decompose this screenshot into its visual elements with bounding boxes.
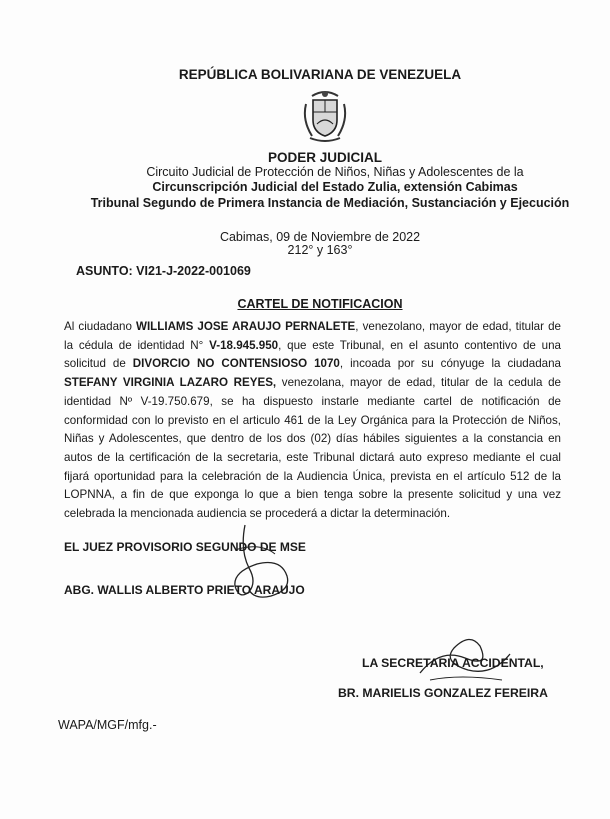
judge-name: ABG. WALLIS ALBERTO PRIETO ARAUJO [64, 583, 305, 597]
republic-heading: REPÚBLICA BOLIVARIANA DE VENEZUELA [178, 67, 462, 82]
respondent-name: WILLIAMS JOSE ARAUJO PERNALETE [136, 320, 356, 333]
secretary-role: LA SECRETARIA ACCIDENTAL, [362, 656, 544, 670]
judge-role: EL JUEZ PROVISORIO SEGUNDO DE MSE [64, 540, 306, 554]
applicant-name: STEFANY VIRGINIA LAZARO REYES, [64, 376, 277, 390]
circumscription-line: Circunscripción Judicial del Estado Zulia, extensión Cabimas [152, 180, 518, 194]
venezuela-coat-of-arms-icon [296, 86, 354, 146]
branch-heading: PODER JUDICIAL [267, 150, 382, 165]
respondent-id: V-18.945.950 [209, 338, 279, 352]
body-text-segment: Al ciudadano [64, 320, 137, 333]
body-text-segment: , venezolano, mayor de edad, titular de la cédula de identidad N° [64, 320, 561, 352]
body-text-segment: venezolana, mayor de edad, titular de la cedula de identidad Nº V-19.750.679, se ha dispuesto instarle mediante cartel de notificación de conformidad con lo previsto en el articulo 461 de la Ley Orgánica para la Protección de Niños, Niñas y Adolescentes, que dentro de los dos (02) días hábiles siguientes a la constancia en autos de la certificación de la secretaria, este Tribunal dictará auto expreso mediante el cual fijará oportunidad para la celebración de la Audiencia Única, prevista en el artículo 512 de la LOPNNA, a fin de que exponga lo que a bien tenga sobre la presente solicitud y una vez celebrada la mencionada audiencia se procederá a dictar la determinación. [64, 376, 562, 521]
body-text-segment: , incoada por su cónyuge la ciudadana [339, 357, 561, 371]
case-number: ASUNTO: VI21-J-2022-001069 [76, 264, 251, 278]
tribunal-line: Tribunal Segundo de Primera Instancia de Mediación, Sustanciación y Ejecución [90, 196, 570, 210]
date-place: Cabimas, 09 de Noviembre de 2022 [219, 230, 421, 244]
notice-body [64, 318, 561, 524]
notice-title: CARTEL DE NOTIFICACION [237, 297, 403, 311]
circuit-line: Circuito Judicial de Protección de Niños, Niñas y Adolescentes de la [146, 165, 524, 179]
reference-initials: WAPA/MGF/mfg.- [58, 718, 157, 732]
body-text-segment: , que este Tribunal, en el asunto contentivo de una solicitud de [64, 338, 561, 371]
secretary-name: BR. MARIELIS GONZALEZ FEREIRA [338, 686, 548, 700]
years-line: 212° y 163° [287, 243, 353, 257]
case-type: DIVORCIO NO CONTENSIOSO 1070 [132, 357, 340, 371]
